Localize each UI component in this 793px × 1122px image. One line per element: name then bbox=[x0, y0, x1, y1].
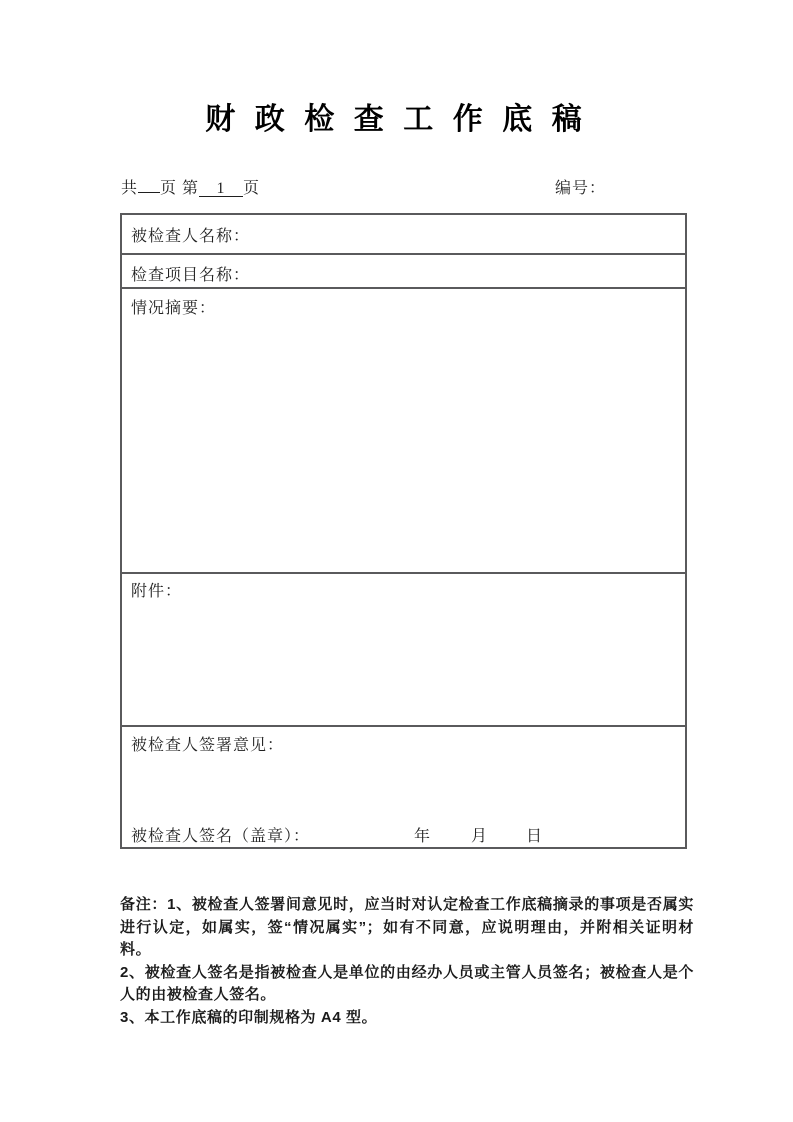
signed-opinion-label: 被检查人签署意见： bbox=[131, 737, 285, 754]
row-attachment bbox=[122, 572, 685, 725]
page-title: 财 政 检 查 工 作 底 稿 bbox=[205, 103, 588, 136]
date-year-label: 年 bbox=[414, 828, 432, 845]
total-pages-prefix: 共 bbox=[121, 180, 139, 197]
footnote-1: 备注：1、被检查人签署间意见时，应当时对认定检查工作底稿摘录的事项是否属实进行认定，如属实，签“情况属实”；如有不同意，应说明理由，并附相关证明材料。 bbox=[120, 896, 694, 958]
date-month-label: 月 bbox=[471, 828, 489, 845]
date-day-label: 日 bbox=[526, 828, 544, 845]
total-pages-blank bbox=[138, 176, 160, 193]
attachment-label: 附件： bbox=[131, 583, 183, 600]
footnotes bbox=[120, 894, 694, 1029]
situation-summary-label: 情况摘要： bbox=[131, 300, 217, 317]
pages-unit-1: 页 bbox=[160, 180, 178, 197]
pages-unit-2: 页 bbox=[243, 180, 261, 197]
inspection-form-table bbox=[120, 213, 687, 849]
project-name-label: 检查项目名称： bbox=[131, 267, 251, 284]
inspected-name-label: 被检查人名称： bbox=[131, 228, 251, 245]
signature-seal-label: 被检查人签名（盖章）： bbox=[131, 828, 311, 845]
row-signed-opinion bbox=[122, 725, 685, 847]
current-page-prefix: 第 bbox=[182, 180, 200, 197]
footnote-2: 2、被检查人签名是指被检查人是单位的由经办人员或主管人员签名；被检查人是个人的由被检查人签名。 bbox=[120, 963, 694, 1003]
page-count bbox=[121, 175, 260, 198]
serial-number-label: 编号： bbox=[555, 180, 607, 197]
row-inspected-name bbox=[122, 215, 685, 253]
row-project-name bbox=[122, 253, 685, 287]
signature-line bbox=[122, 823, 685, 845]
row-situation-summary bbox=[122, 287, 685, 572]
footnote-3: 3、本工作底稿的印制规格为 A4 型。 bbox=[120, 1008, 378, 1026]
current-page-number: 1 bbox=[199, 180, 243, 197]
page-info-line bbox=[121, 175, 687, 199]
